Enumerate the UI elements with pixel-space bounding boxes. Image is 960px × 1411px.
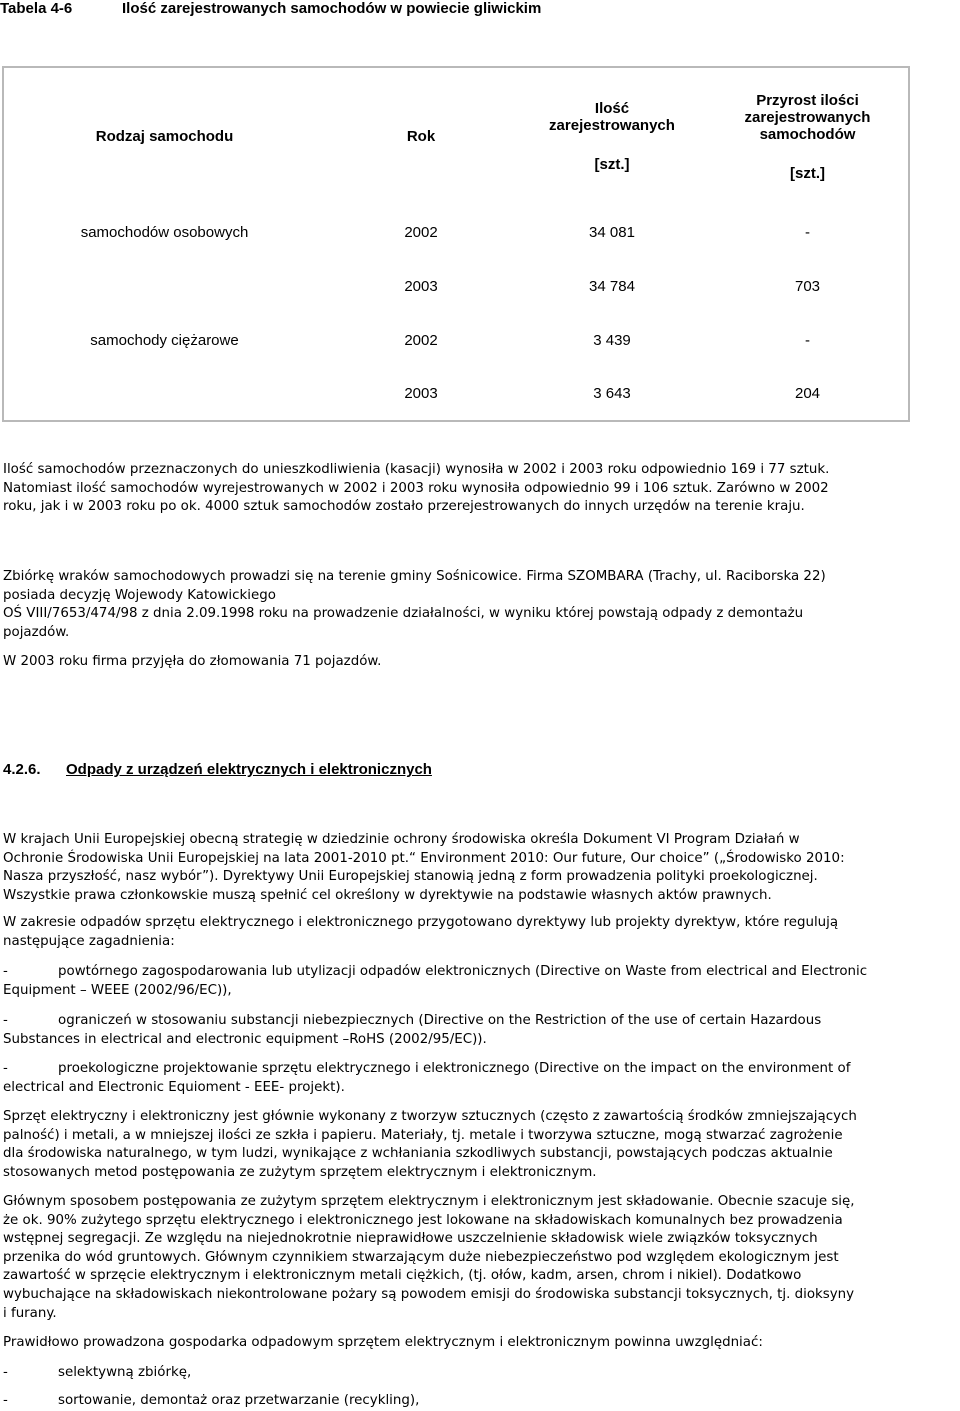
cell-vehicle-type (3, 259, 325, 313)
text-line: Substances in electrical and electronic equipment –RoHS (2002/95/EC)). (3, 1031, 487, 1047)
table-row (3, 259, 909, 313)
cell-growth: 703 (794, 277, 821, 295)
list-item (3, 963, 960, 1000)
cell-growth: - (805, 331, 810, 349)
text-line: electrical and Electronic Equioment - EEE- projekt). (3, 1079, 345, 1095)
text-line: posiada decyzję Wojewody Katowickiego (3, 587, 276, 603)
list-item (3, 1392, 960, 1411)
header-unit: [szt.] (594, 156, 630, 173)
text-line: selektywną zbiórkę, (58, 1365, 192, 1380)
text-line: W zakresie odpadów sprzętu elektrycznego i elektronicznego przygotowano dyrektywy lub projekty dyrektyw, które regulują (3, 915, 839, 930)
table-title: Ilość zarejestrowanych samochodów w powiecie gliwickim (122, 0, 542, 17)
text-line: Equipment – WEEE (2002/96/EC)), (3, 982, 232, 998)
cell-vehicle-type (3, 367, 325, 421)
paragraph-landfill (3, 1193, 960, 1323)
text-line: Ilość samochodów przeznaczonych do unieszkodliwienia (kasacji) wynosiła w 2002 i 2003 roku odpowiednio 169 i 77 sztuk. (3, 462, 830, 477)
cell-count: 3 643 (593, 385, 631, 402)
section-heading (3, 761, 432, 778)
table-header-row (3, 67, 909, 205)
header-label: Rok (406, 128, 436, 145)
cell-count: 3 439 (593, 331, 631, 349)
text-line: powtórnego zagospodarowania lub utylizacji odpadów elektronicznych (Directive on Waste from electrical and Electronic (58, 964, 868, 979)
cell-year: 2002 (404, 331, 438, 349)
paragraph-scrapping-2003 (3, 653, 960, 672)
col-header-year (325, 67, 517, 205)
list-dash: - (3, 1061, 8, 1076)
cell-year: 2002 (404, 223, 438, 241)
table-row (3, 313, 909, 367)
cell-growth: 204 (794, 385, 821, 402)
text-line: W 2003 roku firma przyjęła do złomowania 71 pojazdów. (3, 654, 382, 669)
paragraph-disposal-stats (3, 461, 960, 517)
list-dash: - (3, 1013, 8, 1028)
paragraph-equipment-materials (3, 1108, 960, 1182)
text-line: Natomiast ilość samochodów wyrejestrowanych w 2002 i 2003 roku wynosiła odpowiednio 99 i 106 sztuk. Zarówno w 2002 (3, 480, 829, 496)
list-item (3, 1364, 960, 1383)
header-unit: [szt.] (790, 164, 825, 182)
text-line: stosowanych metod postępowania ze zużytym sprzętem elektrycznym i elektronicznym. (3, 1164, 597, 1180)
text-line: roku, jak i w 2003 roku po ok. 4000 sztuk samochodów zostało przerejestrowanych do innych urzędów na terenie kraju. (3, 499, 805, 515)
list-dash: - (3, 1393, 8, 1408)
section-title: Odpady z urządzeń elektrycznych i elektronicznych (66, 761, 432, 778)
text-line: Zbiórkę wraków samochodowych prowadzi się na terenie gminy Sośnicowice. Firma SZOMBARA (Trachy, ul. Raciborska 22) (3, 569, 826, 584)
section-number: 4.2.6. (3, 761, 41, 778)
list-item (3, 1012, 960, 1049)
list-dash: - (3, 964, 8, 979)
col-header-vehicle-type (3, 67, 325, 205)
text-line: że ok. 90% zużytego sprzętu elektrycznego i elektronicznego jest lokowane na składowiskach komunalnych bez prowadzenia (3, 1212, 843, 1228)
cell-year: 2003 (404, 385, 438, 402)
text-line: pojazdów. (3, 624, 70, 640)
table-row (3, 367, 909, 421)
text-line: OŚ VIII/7653/474/98 z dnia 2.09.1998 roku na prowadzenie działalności, w wyniku której powstają odpady z demontażu (3, 606, 804, 622)
header-label: Rodzaj samochodu (95, 128, 234, 145)
text-line: sortowanie, demontaż oraz przetwarzanie (recykling), (58, 1393, 420, 1408)
text-line: ograniczeń w stosowaniu substancji niebezpiecznych (Directive on the Restriction of the use of certain Hazardous (58, 1013, 822, 1028)
header-label: Ilość zarejestrowanych (549, 100, 675, 134)
text-line: Głównym sposobem postępowania ze zużytym sprzętem elektrycznym i elektronicznym jest składowanie. Obecnie szacuje się, (3, 1194, 855, 1209)
paragraph-directives-intro (3, 914, 960, 951)
text-line: i furany. (3, 1305, 57, 1321)
text-line: zawartość w sprzęcie elektrycznym i elektronicznym metali ciężkich, (tj. ołów, kadm, arsen, chrom i nikiel). Dodatkowo (3, 1268, 802, 1284)
text-line: Wszystkie prawa członkowskie muszą spełnić cel określony w dyrektywie na podstawie własnych aktów prawnych. (3, 887, 772, 903)
registered-cars-table (2, 66, 910, 422)
paragraph-eu-strategy (3, 831, 960, 905)
cell-count: 34 081 (589, 223, 635, 241)
text-line: wybuchające na składowiskach niekontrolowane pożary są powodem emisji do środowiska substancji toksycznych, tj. dioksyny (3, 1286, 855, 1302)
text-line: W krajach Unii Europejskiej obecną strategię w dziedzinie ochrony środowiska określa Dokument VI Program Działań w (3, 832, 800, 847)
text-line: palność) i metali, a w mniejszej ilości ze szkła i papieru. Materiały, tj. metale i tworzywa sztuczne, mogą stwarzać zagrożenie (3, 1127, 843, 1143)
text-line: Prawidłowo prowadzona gospodarka odpadowym sprzętem elektrycznym i elektronicznym powinna uwzględniać: (3, 1335, 763, 1350)
header-label: Przyrost ilości zarejestrowanych samochodów (744, 91, 871, 143)
list-dash: - (3, 1365, 8, 1380)
cell-vehicle-type: samochody ciężarowe (90, 331, 239, 349)
table-row (3, 205, 909, 259)
paragraph-wreck-collection (3, 568, 960, 642)
cell-growth: - (805, 223, 810, 241)
list-item (3, 1060, 960, 1097)
paragraph-proper-management (3, 1334, 960, 1353)
col-header-growth (707, 67, 909, 205)
cell-count: 34 784 (589, 277, 635, 295)
text-line: wstępnej segregacji. Ze względu na niejednokrotnie nieprawidłowe uszczelnienie składowisk wiele związków toksycznych (3, 1231, 818, 1247)
text-line: przenika do wód gruntowych. Głównym czynnikiem stwarzającym duże niebezpieczeństwo pod względem ekologicznym jest (3, 1249, 839, 1265)
cell-vehicle-type: samochodów osobowych (80, 223, 249, 241)
text-line: następujące zagadnienia: (3, 933, 175, 949)
table-number: Tabela 4-6 (0, 0, 73, 17)
text-line: Sprzęt elektryczny i elektroniczny jest głównie wykonany z tworzyw sztucznych (często z zawartością środków zmniejszających (3, 1109, 857, 1124)
text-line: Nasza przyszłość, nasz wybór”). Dyrektywy Unii Europejskiej stanowią jedną z form prowadzenia polityki proekologicznej. (3, 869, 818, 885)
text-line: Ochronie Środowiska Unii Europejskiej na lata 2001-2010 pt.“ Environment 2010: Our future, Our choice” („Środowisko 2010: (3, 850, 845, 866)
col-header-registered-count (517, 67, 707, 205)
text-line: proekologiczne projektowanie sprzętu elektrycznego i elektronicznego (Directive on the impact on the environment of (58, 1061, 851, 1076)
cell-year: 2003 (404, 277, 438, 295)
text-line: dla środowiska naturalnego, w tym ludzi, wynikające z wchłaniania szkodliwych substancji, powstających podczas aktualnie (3, 1146, 833, 1162)
